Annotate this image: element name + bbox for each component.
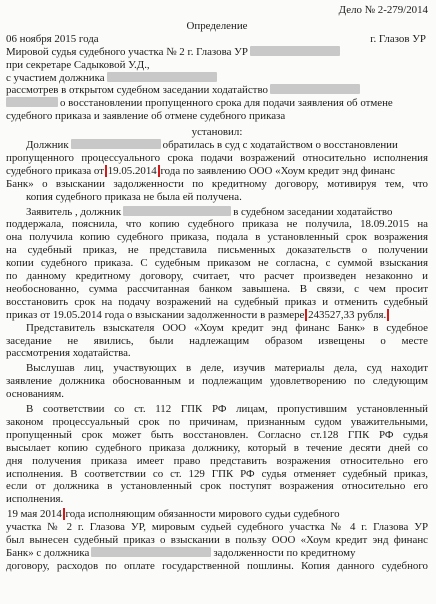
- p2-line-12: рассмотрения ходатайства.: [6, 347, 131, 360]
- p1-text: Должник: [26, 139, 69, 151]
- p5-text: задолженности по кредитному: [213, 546, 356, 559]
- secretary-line: при секретаре Садыковой У.Д.,: [6, 58, 150, 71]
- p5-line-4: [6, 547, 428, 559]
- ruling-city: г. Глазов УР: [370, 32, 426, 45]
- p2-line-5: копии судебного приказа. С судебным приказом не согласна, с суммой взыскания: [6, 257, 428, 270]
- p5-line-2: участка № 2 г. Глазова УР, мировым судьей судебного участка № 4 г. Глазова УР: [6, 521, 428, 534]
- p3-line-2: заявление должника обоснованным и подлежащим удовлетворению по следующим: [6, 375, 428, 388]
- p2-text: Заявитель , должник: [26, 205, 122, 218]
- judge-line: [6, 46, 428, 58]
- ruling-date: 06 ноября 2015 года: [6, 32, 99, 45]
- p2-line-2: поддержала, пояснила, что копию судебного приказа не получила, 18.09.2015 на: [6, 218, 428, 231]
- p1-text: обратилась в суд с ходатайством о восстановлении: [162, 139, 398, 151]
- p1-line-2: пропущенного процессуального срока подачи возражений относительно исполнения: [6, 151, 428, 164]
- p4-line-4: высылает копию судебного приказа должнику, который в течение десяти дней со: [6, 441, 428, 454]
- redacted-block: [91, 547, 211, 557]
- p1-text: года по заявлению ООО «Хоум кредит энд финанс: [160, 164, 395, 177]
- highlighted-amount: 243527,33 рубля.: [308, 308, 387, 321]
- p5-line-5: договору, расходов по оплате государственной пошлины. Копия данного судебного: [6, 559, 428, 572]
- redacted-block: [270, 84, 360, 94]
- p4-line-3: пропущенный срок может быть восстановлен. Согласно ст.128 ГПК РФ судья: [6, 428, 428, 441]
- highlighted-date: 19.05.2014: [107, 164, 157, 177]
- considering-text: о восстановлении пропущенного срока для подачи заявления об отмене: [60, 97, 393, 110]
- p4-line-2: законом процессуальный срок по причинам, признанным судом уважительными,: [6, 415, 428, 428]
- judge-text: Мировой судья судебного участка № 2 г. Глазова УР: [6, 45, 248, 58]
- p1-text: судебного приказа от: [6, 164, 104, 177]
- highlighted-date: 19 мая 2014: [7, 508, 62, 521]
- date-city-line: [6, 33, 428, 45]
- considering-line-3: судебного приказа и заявление об отмене судебного приказа: [6, 110, 286, 123]
- considering-line-1: [6, 84, 428, 96]
- p5-line-1: [6, 508, 428, 520]
- p2-text: в судебном заседании ходатайство: [233, 205, 393, 218]
- p1-line-4: Банк» о взыскании задолженности по кредитному договору, мотивируя тем, что: [6, 177, 428, 190]
- p4-line-6: исполнения. В соответствии со ст. 129 ГПК РФ судья отменяет судебный приказ,: [6, 467, 428, 480]
- p5-text: года исполняющим обязанности мирового судьи судебного: [65, 508, 340, 521]
- redacted-block: [123, 206, 231, 216]
- p2-line-7: необоснованно, сумма рассчитанная банком завышена. В связи, с чем просит: [6, 282, 428, 295]
- redacted-block: [107, 72, 217, 82]
- debtor-text: с участием должника: [6, 71, 105, 84]
- p3-line-3: основаниям.: [6, 388, 64, 401]
- considering-text: рассмотрев в открытом судебном заседании ходатайство: [6, 84, 268, 97]
- p2-line-11: заседание не явились, были надлежащим образом извещены о месте: [6, 334, 428, 347]
- p2-line-6: по данному кредитному договору, считает, что расчет произведен незаконно и: [6, 270, 428, 282]
- redacted-block: [6, 97, 58, 107]
- p2-line-10: Представитель взыскателя ООО «Хоум кредит энд финанс Банк» в судебное: [26, 321, 428, 334]
- p2-line-4: на судебный приказ, не представила письменных доказательств о получении: [6, 244, 428, 257]
- considering-line-2: [6, 97, 428, 109]
- p1-line-1: [6, 139, 428, 151]
- p4-line-1: В соответствии со ст. 112 ГПК РФ лицам, пропустившим установленный: [26, 403, 428, 415]
- p2-line-3: она получила копию судебного приказа, подала в установленный срок возражения: [6, 231, 428, 244]
- p5-text: Банк» с должника: [6, 546, 90, 559]
- debtor-line: [6, 72, 428, 84]
- p2-line-1: [6, 206, 428, 218]
- redacted-block: [250, 46, 340, 56]
- p5-line-3: был вынесен судебный приказ о взыскании в пользу ООО «Хоум кредит энд финанс: [6, 534, 428, 546]
- p2-text: приказ от 19.05.2014 года о взыскании задолженности в размере: [6, 308, 305, 321]
- p2-line-9: [6, 309, 428, 321]
- p3-line-1: Выслушав лиц, участвующих в деле, изучив материалы дела, суд находит: [26, 362, 428, 375]
- case-number: Дело № 2-279/2014: [338, 4, 428, 16]
- redacted-block: [71, 139, 161, 149]
- established-heading: установил:: [191, 126, 243, 139]
- p4-line-5: дня получения приказа имеет право представить возражения относительно его: [6, 454, 428, 467]
- p4-line-7: если от должника в установленный срок поступят возражения относительно его: [6, 480, 428, 493]
- p1-line-5: копия судебного приказа не была ей получена.: [26, 190, 242, 203]
- p2-line-8: восстановить срок на подачу возражений на судебный приказ и отменить судебный: [6, 295, 428, 308]
- document-title: Определение: [186, 19, 248, 32]
- p1-line-3: [6, 165, 428, 177]
- p4-line-8: исполнения.: [6, 493, 64, 506]
